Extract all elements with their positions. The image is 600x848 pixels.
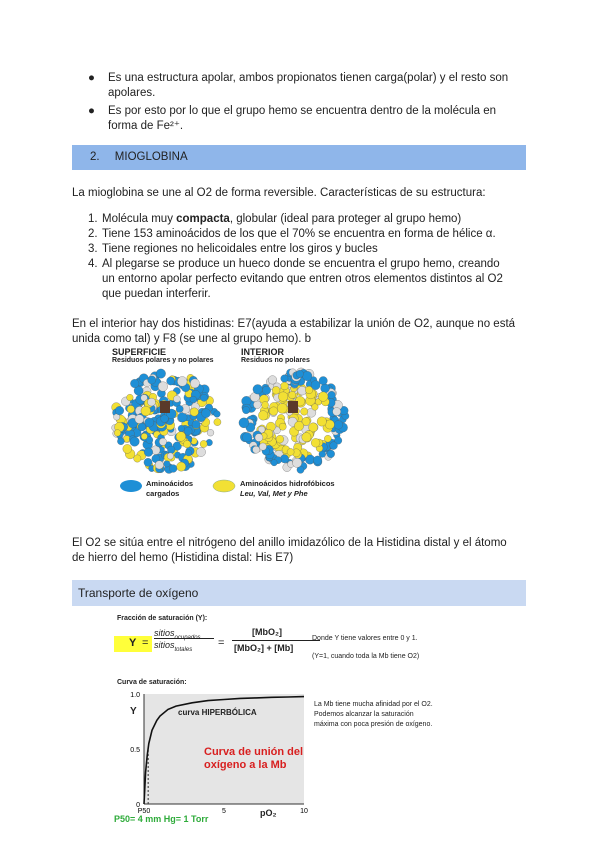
atom-sphere <box>253 401 261 409</box>
note-1: Donde Y tiene valores entre 0 y 1. <box>312 635 418 642</box>
bullet-dot-icon: ● <box>88 105 95 117</box>
atom-sphere <box>262 402 269 409</box>
atom-sphere <box>202 409 211 418</box>
atom-sphere <box>114 430 121 437</box>
atom-sphere <box>178 425 185 432</box>
atom-sphere <box>200 394 207 401</box>
hydrophobic-legend-swatch <box>213 480 235 492</box>
note-2: (Y=1, cuando toda la Mb tiene O2) <box>312 653 420 660</box>
atom-sphere <box>277 403 287 413</box>
atom-sphere <box>269 407 278 416</box>
atom-sphere <box>281 375 288 382</box>
interior-title: INTERIOR <box>241 347 285 357</box>
red-label-1: Curva de unión del <box>204 746 304 758</box>
atom-sphere <box>289 391 296 398</box>
atom-sphere <box>279 423 286 430</box>
atom-sphere <box>258 411 268 421</box>
atom-sphere <box>190 379 199 388</box>
atom-sphere <box>192 420 200 428</box>
side-note: La Mb tiene mucha afinidad por el O2. Podemos alcanzar la saturación máxima con poca presión de oxígeno. <box>314 701 433 728</box>
atom-sphere <box>183 440 190 447</box>
atom-sphere <box>190 408 198 416</box>
heme-group <box>160 401 170 413</box>
section-title: Transporte de oxígeno <box>78 586 199 600</box>
atom-sphere <box>127 405 135 413</box>
atom-sphere <box>167 377 175 385</box>
atom-sphere <box>333 408 341 416</box>
atom-sphere <box>173 396 180 403</box>
atom-sphere <box>262 386 270 394</box>
atom-sphere <box>158 382 168 392</box>
fraction-title: Fracción de saturación (Y): <box>117 615 208 622</box>
surface-title: SUPERFICIE <box>112 347 167 357</box>
hydrophobic-legend-label-2: Leu, Val, Met y Phe <box>240 489 308 498</box>
bullet-item: ● Es una estructura apolar, ambos propionatos tienen carga(polar) y el resto son apolares. <box>88 72 509 99</box>
surface-molecule <box>112 369 221 474</box>
atom-sphere <box>319 377 327 385</box>
interior-subtitle: Residuos no polares <box>241 357 310 364</box>
atom-sphere <box>281 382 289 390</box>
atom-sphere <box>134 455 141 462</box>
section-heading-transporte <box>72 580 526 606</box>
atom-sphere <box>138 423 146 431</box>
atom-sphere <box>214 419 221 426</box>
atom-sphere <box>176 432 186 442</box>
list-item: 4. Al plegarse se produce un hueco donde se encuentra el grupo hemo, creando un entorno apolar perfecto evitando que entren otros elementos distintos al O2 que puedan interferir. <box>88 258 503 300</box>
curve-title: Curva de saturación: <box>117 679 187 686</box>
atom-sphere <box>292 458 301 467</box>
atom-sphere <box>127 394 134 401</box>
atom-sphere <box>278 392 288 402</box>
atom-sphere <box>312 404 319 411</box>
atom-sphere <box>294 421 303 430</box>
charged-legend-label-2: cargados <box>146 489 180 498</box>
atom-sphere <box>159 438 166 445</box>
atom-sphere <box>207 429 214 436</box>
myoglobin-figure <box>104 346 366 504</box>
atom-sphere <box>144 448 153 457</box>
bullet-dot-icon: ● <box>88 72 95 84</box>
y-axis-label: Y <box>130 706 137 717</box>
atom-sphere <box>123 444 132 453</box>
atom-sphere <box>280 455 288 463</box>
atom-sphere <box>311 381 320 390</box>
saturation-figure: Fracción de saturación (Y): Y = sitios$_{ocupados}$ sitios$_{totales}$ = [MbO₂] [MbO₂] + [Mb] Donde Y tiene valores entre 0 y 1. (Y=1, cuando toda la Mb tiene O2) Curva de saturación: 0 0.5 1.0 P50 5 10 Y pO₂ curva HIPERBÓLICA Curva de unión del oxígeno a la Mb P50= 4 mm Hg= 1 Torr La Mb tiene mucha afinidad por el O2. Podemos alcanzar la saturación máxima con poca presión de oxígeno. <box>114 615 433 824</box>
atom-sphere <box>161 415 169 423</box>
curve-label: curva HIPERBÓLICA <box>178 708 257 717</box>
atom-sphere <box>253 385 263 395</box>
atom-sphere <box>144 458 152 466</box>
heme-bullet-list <box>86 71 526 137</box>
atom-sphere <box>177 462 186 471</box>
surface-subtitle: Residuos polares y no polares <box>112 357 214 364</box>
atom-sphere <box>135 415 144 424</box>
intro-paragraph: La mioglobina se une al O2 de forma reversible. Características de su estructura: <box>72 187 486 199</box>
charged-legend-label-1: Aminoácidos <box>146 479 194 488</box>
atom-sphere <box>185 449 192 456</box>
atom-sphere <box>141 406 151 416</box>
atom-sphere <box>302 433 311 442</box>
atom-sphere <box>214 411 221 418</box>
atom-sphere <box>268 376 277 385</box>
atom-sphere <box>328 391 336 399</box>
x-tick-label: 5 <box>222 808 226 815</box>
section-number: 2. <box>90 151 100 163</box>
atom-sphere <box>311 438 320 447</box>
atom-sphere <box>130 379 139 388</box>
charged-legend-swatch <box>120 480 142 492</box>
structure-list <box>88 212 508 302</box>
list-item: 3. Tiene regiones no helicoidales entre los giros y bucles <box>88 243 378 255</box>
o2-paragraph: El O2 se sitúa entre el nitrógeno del anillo imidazólico de la Histidina distal y el átomo de hierro del hemo (Histidina distal: His E7) <box>72 537 507 564</box>
histidinas-paragraph: En el interior hay dos histidinas: E7(ayuda a estabilizar la unión de O2, aunque no está unida como tal) y F8 (se une al grupo hemo). b <box>72 318 516 345</box>
atom-sphere <box>177 377 187 387</box>
atom-sphere <box>313 456 322 465</box>
atom-sphere <box>327 450 335 458</box>
y-tick-label: 0 <box>136 802 140 809</box>
p50-label: P50= 4 mm Hg= 1 Torr <box>114 814 209 824</box>
atom-sphere <box>318 392 328 402</box>
atom-sphere <box>130 437 139 446</box>
atom-sphere <box>196 447 205 456</box>
y-tick-label: 1.0 <box>130 692 140 699</box>
atom-sphere <box>156 369 165 378</box>
atom-sphere <box>190 396 197 403</box>
atom-sphere <box>176 405 183 412</box>
atom-sphere <box>148 376 156 384</box>
atom-sphere <box>239 418 249 428</box>
atom-sphere <box>317 417 326 426</box>
atom-sphere <box>330 442 338 450</box>
bullet-item: ● Es por esto por lo que el grupo hemo se encuentra dentro de la molécula en forma de Fe²⁺. <box>88 105 497 132</box>
x-tick-label: P50 <box>137 808 151 815</box>
atom-sphere <box>287 448 294 455</box>
atom-sphere <box>321 384 330 393</box>
atom-sphere <box>167 446 175 454</box>
atom-sphere <box>242 433 251 442</box>
y-symbol: Y <box>129 637 137 649</box>
atom-sphere <box>178 413 188 423</box>
atom-sphere <box>169 465 177 473</box>
atom-sphere <box>164 461 170 467</box>
fraction-denominator: [MbO₂] + [Mb] <box>234 643 294 653</box>
atom-sphere <box>117 438 124 445</box>
atom-sphere <box>145 418 154 427</box>
x-axis-label: pO₂ <box>260 808 277 818</box>
atom-sphere <box>324 435 331 442</box>
y-tick-label: 0.5 <box>130 747 140 754</box>
atom-sphere <box>271 460 277 466</box>
atom-sphere <box>298 386 307 395</box>
atom-sphere <box>253 446 260 453</box>
atom-sphere <box>115 406 124 415</box>
list-item: 2. Tiene 153 aminoácidos de los que el 70% se encuentra en forma de hélice α. <box>88 228 496 240</box>
interior-molecule <box>239 368 349 474</box>
atom-sphere <box>242 406 249 413</box>
section-heading-mioglobina <box>72 145 526 170</box>
atom-sphere <box>296 370 303 377</box>
atom-sphere <box>259 443 266 450</box>
hydrophobic-legend-label-1: Aminoácidos hidrofóbicos <box>240 479 335 488</box>
atom-sphere <box>334 420 343 429</box>
atom-sphere <box>255 434 263 442</box>
atom-sphere <box>302 371 312 381</box>
atom-sphere <box>155 461 163 469</box>
atom-sphere <box>167 453 173 459</box>
atom-sphere <box>301 408 308 415</box>
fraction-numerator: [MbO₂] <box>252 627 282 637</box>
list-item: 1. Molécula muy compacta, globular (ideal para proteger al grupo hemo) <box>88 213 462 225</box>
section-title: MIOGLOBINA <box>114 151 188 163</box>
atom-sphere <box>200 440 207 447</box>
atom-sphere <box>141 433 147 439</box>
atom-sphere <box>272 386 280 394</box>
atom-sphere <box>276 435 284 443</box>
atom-sphere <box>148 398 156 406</box>
x-tick-label: 10 <box>300 808 308 815</box>
red-label-2: oxígeno a la Mb <box>204 759 287 771</box>
heme-group <box>288 401 298 413</box>
